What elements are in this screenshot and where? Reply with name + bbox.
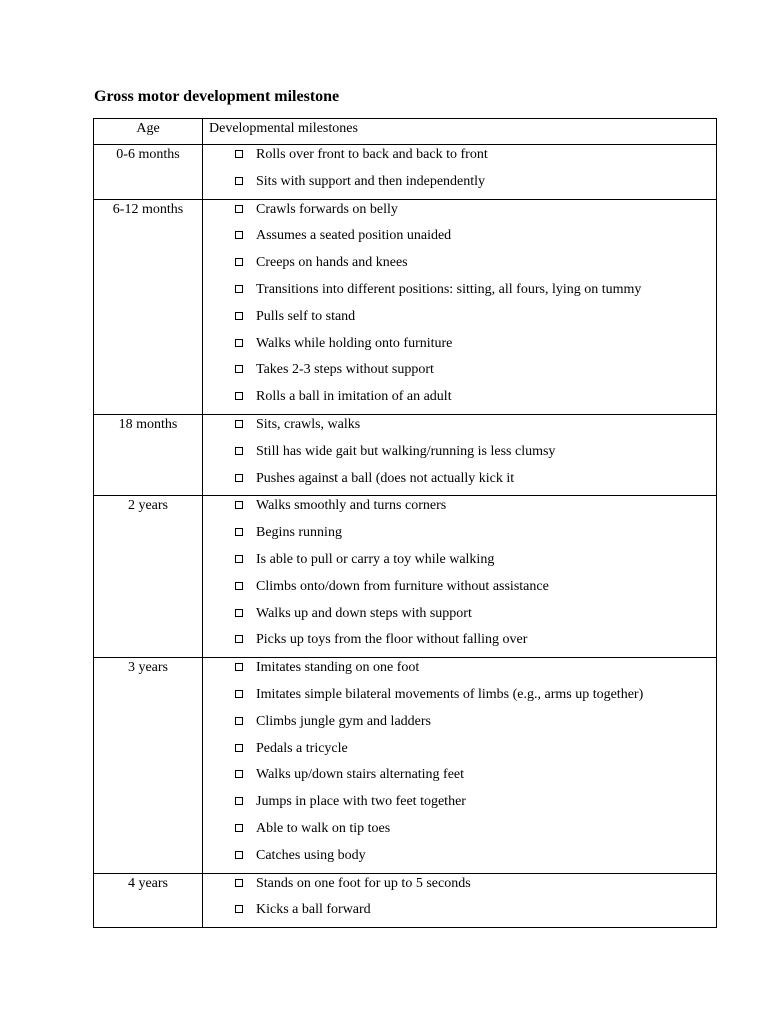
checkbox-icon[interactable] [235, 231, 243, 239]
age-cell: 4 years [94, 873, 203, 928]
checkbox-icon[interactable] [235, 851, 243, 859]
milestone-item [203, 846, 716, 873]
milestone-item [203, 280, 716, 307]
checkbox-icon[interactable] [235, 690, 243, 698]
milestones-cell [203, 873, 717, 928]
milestone-text: Kicks a ball forward [256, 902, 371, 918]
age-cell: 6-12 months [94, 199, 203, 414]
checkbox-icon[interactable] [235, 420, 243, 428]
milestones-cell [203, 658, 717, 873]
milestone-text: Is able to pull or carry a toy while walking [256, 551, 495, 567]
milestone-text: Creeps on hands and knees [256, 255, 408, 271]
age-cell: 18 months [94, 414, 203, 495]
checkbox-icon[interactable] [235, 339, 243, 347]
age-cell: 0-6 months [94, 145, 203, 200]
checkbox-icon[interactable] [235, 582, 243, 590]
checkbox-icon[interactable] [235, 635, 243, 643]
milestone-text: Assumes a seated position unaided [256, 228, 452, 244]
milestone-text: Pedals a tricycle [256, 740, 348, 756]
milestone-text: Rolls over front to back and back to front [256, 147, 488, 162]
milestone-item [203, 200, 716, 227]
checkbox-icon[interactable] [235, 770, 243, 778]
milestone-item [203, 739, 716, 766]
milestone-item [203, 874, 716, 901]
page-title: Gross motor development milestone [94, 88, 340, 105]
checkbox-icon[interactable] [235, 150, 243, 158]
milestone-item [203, 792, 716, 819]
milestone-text: Walks up/down stairs alternating feet [256, 767, 465, 783]
table-header-row [94, 119, 717, 145]
checkbox-icon[interactable] [235, 365, 243, 373]
table-row [94, 145, 717, 200]
milestone-item [203, 577, 716, 604]
checkbox-icon[interactable] [235, 205, 243, 213]
milestone-text: Takes 2-3 steps without support [256, 362, 434, 378]
milestone-item [203, 226, 716, 253]
milestone-text: Begins running [256, 525, 342, 541]
table-row [94, 658, 717, 873]
milestone-text: Rolls a ball in imitation of an adult [256, 389, 452, 405]
checkbox-icon[interactable] [235, 663, 243, 671]
milestone-item [203, 334, 716, 361]
checkbox-icon[interactable] [235, 879, 243, 887]
milestone-text: Sits with support and then independently [256, 173, 486, 189]
milestone-item [203, 604, 716, 631]
milestones-column-header: Developmental milestones [203, 119, 717, 145]
milestone-item [203, 900, 716, 927]
milestone-text: Pushes against a ball (does not actually kick it [256, 470, 515, 486]
checkbox-icon[interactable] [235, 555, 243, 563]
milestone-item [203, 685, 716, 712]
milestones-cell [203, 145, 717, 200]
milestone-item [203, 172, 716, 199]
table-body [94, 145, 717, 928]
milestone-text: Jumps in place with two feet together [256, 794, 466, 810]
milestone-text: Still has wide gait but walking/running is less clumsy [256, 443, 556, 459]
milestone-item [203, 819, 716, 846]
table-row [94, 873, 717, 928]
checkbox-icon[interactable] [235, 177, 243, 185]
milestone-item [203, 387, 716, 414]
checkbox-icon[interactable] [235, 744, 243, 752]
checkbox-icon[interactable] [235, 528, 243, 536]
checkbox-icon[interactable] [235, 717, 243, 725]
milestone-item [203, 145, 716, 172]
checkbox-icon[interactable] [235, 905, 243, 913]
checkbox-icon[interactable] [235, 285, 243, 293]
milestone-item [203, 658, 716, 685]
milestone-text: Catches using body [256, 847, 366, 863]
milestones-cell [203, 496, 717, 658]
checkbox-icon[interactable] [235, 824, 243, 832]
milestone-text: Sits, crawls, walks [256, 416, 361, 432]
milestone-text: Climbs jungle gym and ladders [256, 713, 431, 729]
milestone-text: Transitions into different positions: sitting, all fours, lying on tummy [256, 281, 642, 297]
age-cell: 3 years [94, 658, 203, 873]
milestone-item [203, 253, 716, 280]
milestone-item [203, 307, 716, 334]
checkbox-icon[interactable] [235, 797, 243, 805]
milestone-item [203, 630, 716, 657]
milestone-text: Crawls forwards on belly [256, 201, 398, 217]
checkbox-icon[interactable] [235, 258, 243, 266]
age-cell: 2 years [94, 496, 203, 658]
milestone-text: Imitates standing on one foot [256, 660, 420, 676]
milestone-item [203, 415, 716, 442]
milestone-item [203, 765, 716, 792]
table-row [94, 414, 717, 495]
age-column-header: Age [94, 119, 203, 145]
milestone-text: Walks up and down steps with support [256, 605, 472, 621]
table-row [94, 199, 717, 414]
milestone-item [203, 360, 716, 387]
milestone-text: Walks smoothly and turns corners [256, 498, 447, 514]
milestones-cell [203, 199, 717, 414]
milestone-text: Able to walk on tip toes [256, 820, 391, 836]
milestone-text: Picks up toys from the floor without falling over [256, 632, 528, 648]
milestone-text: Climbs onto/down from furniture without assistance [256, 578, 549, 594]
checkbox-icon[interactable] [235, 312, 243, 320]
milestone-item [203, 712, 716, 739]
milestone-text: Imitates simple bilateral movements of limbs (e.g., arms up together) [256, 686, 644, 702]
milestone-text: Stands on one foot for up to 5 seconds [256, 875, 471, 891]
milestone-text: Walks while holding onto furniture [256, 335, 453, 351]
milestone-item [203, 550, 716, 577]
milestone-item [203, 469, 716, 496]
checkbox-icon[interactable] [235, 447, 243, 455]
checkbox-icon[interactable] [235, 609, 243, 617]
checkbox-icon[interactable] [235, 501, 243, 509]
milestone-item [203, 442, 716, 469]
table-row [94, 496, 717, 658]
checkbox-icon[interactable] [235, 474, 243, 482]
milestones-table [93, 118, 717, 928]
checkbox-icon[interactable] [235, 392, 243, 400]
milestone-item [203, 523, 716, 550]
milestone-text: Pulls self to stand [256, 308, 356, 324]
milestone-item [203, 496, 716, 523]
milestones-cell [203, 414, 717, 495]
